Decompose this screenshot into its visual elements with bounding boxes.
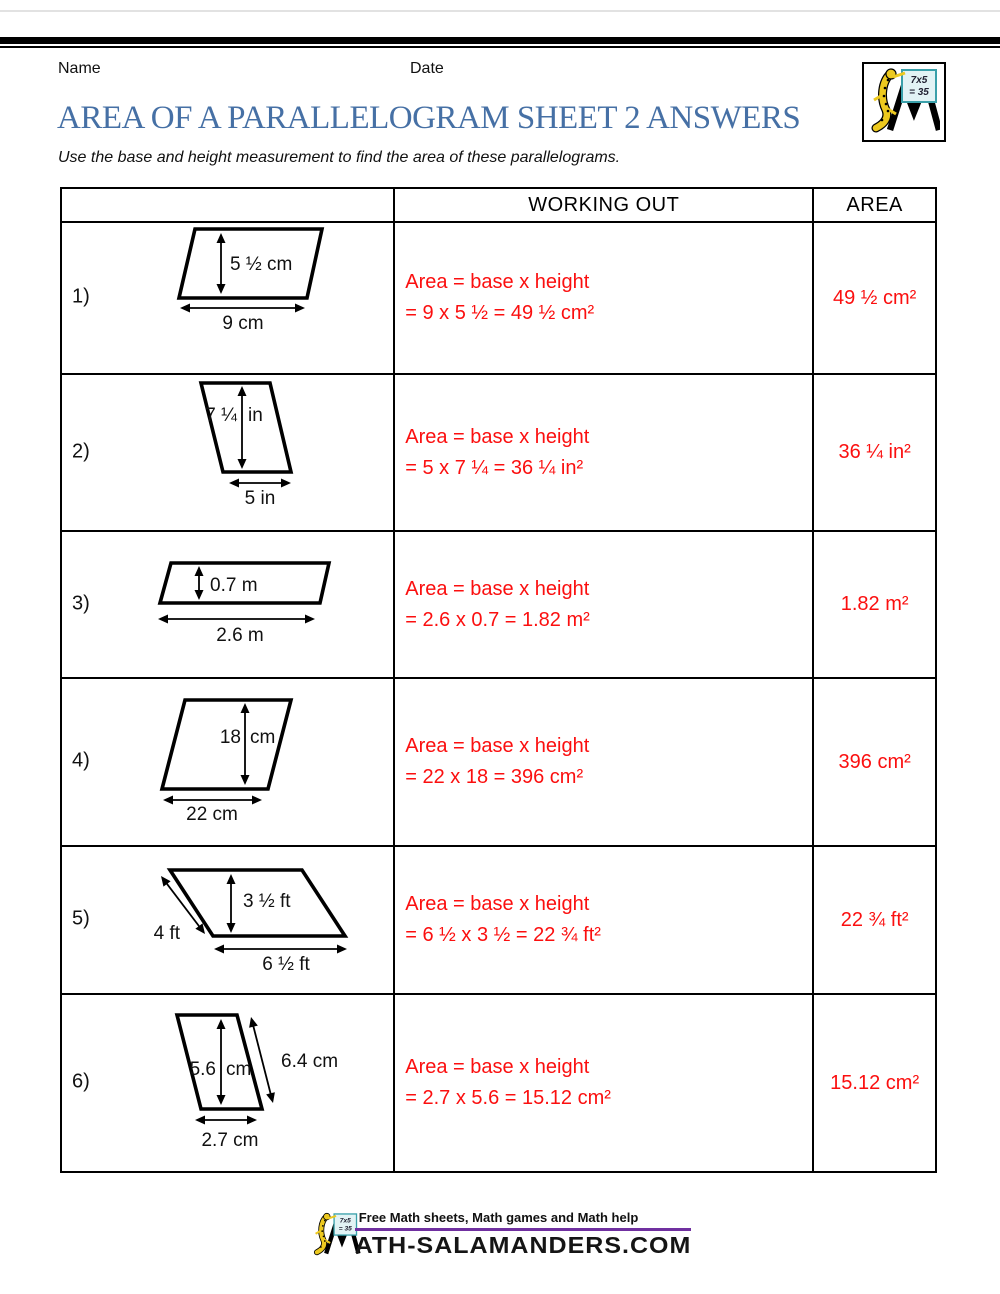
parallelogram-figure [62,532,394,675]
working-line: Area = base x height [405,1056,590,1078]
header-working-out: WORKING OUT [395,189,814,221]
svg-text:cm: cm [226,1059,252,1080]
footer-tagline: Free Math sheets, Math games and Math help [358,1210,639,1225]
question-number: 3) [72,591,90,614]
area-cell [814,679,935,845]
area-value: 396 cm² [838,750,911,773]
question-number: 6) [72,1070,90,1093]
working-line: = 2.7 x 5.6 = 15.12 cm² [405,1087,611,1109]
footer-purple-rule [355,1228,692,1231]
salamander-logo-icon [864,64,940,136]
salamander-footer-logo-icon [309,1210,361,1262]
svg-text:0.7 m: 0.7 m [210,575,258,596]
date-label: Date [410,60,444,77]
svg-text:5.6: 5.6 [189,1059,216,1080]
math-salamanders-logo [862,62,946,142]
table-row [62,532,935,679]
area-value: 15.12 cm² [830,1071,920,1094]
worksheet-table [60,187,937,1173]
figure-cell [62,223,395,373]
svg-text:4 ft: 4 ft [153,923,180,944]
svg-text:22 cm: 22 cm [186,804,238,825]
question-number: 1) [72,285,90,308]
svg-text:in: in [248,405,263,426]
svg-text:7 ¼: 7 ¼ [205,405,237,426]
table-row [62,223,935,375]
header-figure-cell [62,189,395,221]
instruction-text: Use the base and height measurement to find the area of these parallelograms. [58,149,621,166]
svg-text:cm: cm [250,727,276,748]
svg-text:7x5: 7x5 [910,75,928,86]
svg-text:9 cm: 9 cm [222,313,264,334]
svg-text:2.7 cm: 2.7 cm [201,1130,259,1151]
table-row [62,375,935,532]
working-line: Area = base x height [405,271,590,293]
svg-text:7x5: 7x5 [339,1217,351,1225]
table-row [62,847,935,995]
parallelogram-figure [62,995,394,1169]
working-line: = 2.6 x 0.7 = 1.82 m² [405,608,590,631]
table-row [62,995,935,1171]
area-cell [814,223,935,373]
working-line: = 22 x 18 = 396 cm² [405,766,584,788]
working-line: Area = base x height [405,425,590,448]
page-title: AREA OF A PARALLELOGRAM SHEET 2 ANSWERS [57,100,801,136]
svg-text:6.4 cm: 6.4 cm [281,1051,339,1072]
question-number: 5) [72,907,90,930]
working-line: = 5 x 7 ¼ = 36 ¼ in² [405,456,584,479]
header-area: AREA [846,193,903,216]
area-value: 49 ½ cm² [832,286,917,309]
figure-cell [62,847,395,993]
table-header-row [62,189,935,223]
svg-text:5 in: 5 in [244,488,276,509]
working-line: Area = base x height [405,893,590,915]
working-out-cell [395,532,814,677]
svg-text:= 35: = 35 [909,87,929,98]
figure-cell [62,995,395,1171]
table-row [62,679,935,847]
svg-text:5 ½ cm: 5 ½ cm [230,254,293,275]
parallelogram-figure [62,223,394,371]
area-value: 1.82 m² [840,593,909,615]
area-value: 36 ¼ in² [838,441,911,463]
svg-text:3 ½ ft: 3 ½ ft [243,891,291,912]
area-cell [814,995,935,1171]
working-out-cell [395,375,814,530]
top-rule [0,37,1000,48]
svg-text:= 35: = 35 [338,1225,352,1233]
scan-artifact-line [0,10,1000,12]
working-line: = 9 x 5 ½ = 49 ½ cm² [405,302,595,324]
working-out-cell [395,995,814,1171]
working-line: Area = base x height [405,735,590,757]
svg-text:18: 18 [219,727,241,748]
figure-cell [62,532,395,677]
parallelogram-figure [62,679,394,843]
parallelogram-figure [62,375,394,528]
working-line: Area = base x height [405,577,590,600]
parallelogram-figure [62,847,394,991]
question-number: 4) [72,749,90,772]
working-out-cell [395,223,814,373]
area-cell [814,847,935,993]
figure-cell [62,679,395,845]
name-label: Name [58,60,101,77]
svg-text:2.6 m: 2.6 m [216,625,264,646]
working-out-cell [395,847,814,993]
area-value: 22 ¾ ft² [840,908,909,931]
working-line: = 6 ½ x 3 ½ = 22 ¾ ft² [405,924,601,946]
area-cell [814,375,935,530]
figure-cell [62,375,395,530]
area-cell [814,532,935,677]
question-number: 2) [72,439,90,462]
footer [0,1210,1000,1262]
working-out-cell [395,679,814,845]
footer-text-block [355,1210,692,1262]
svg-text:6 ½ ft: 6 ½ ft [262,954,310,975]
footer-site-name: ATH-SALAMANDERS.COM [354,1233,692,1259]
